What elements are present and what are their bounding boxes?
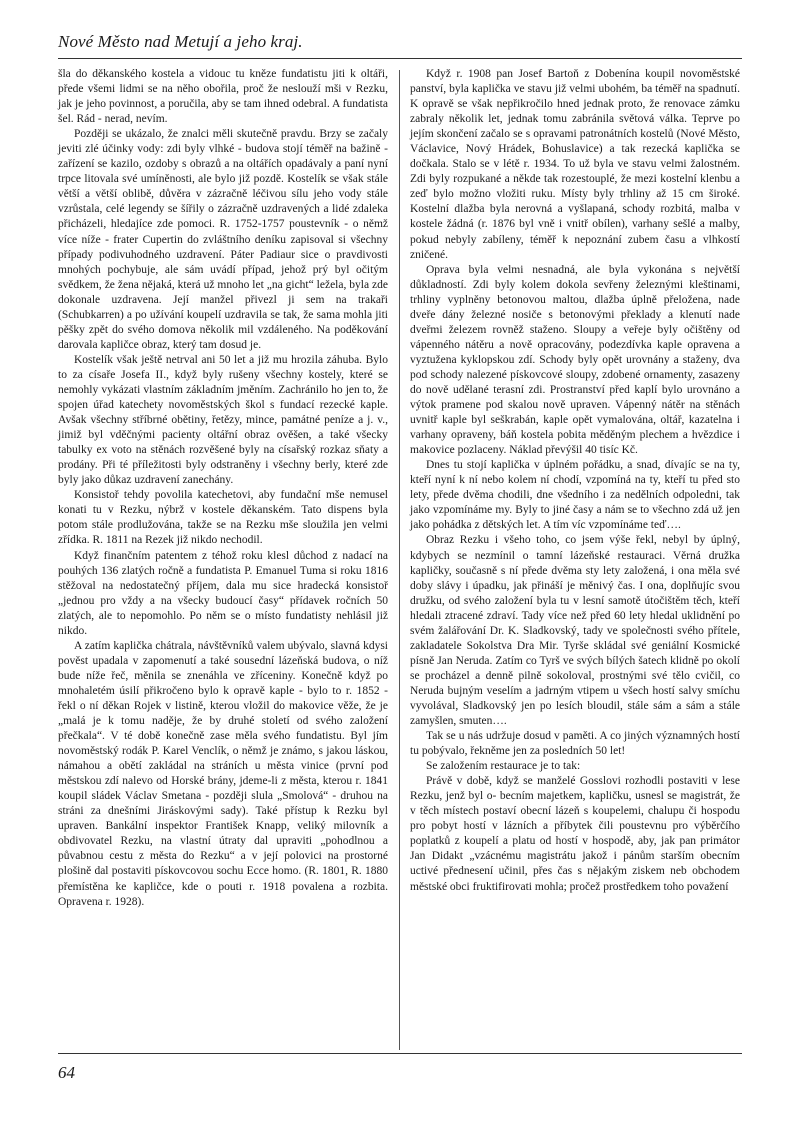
paragraph: Konsistoř tehdy povolila katechetovi, aby fundační mše nemusel konati tu v Rezku, nýbrž v kostele děkanském. Tato dispens byla potom stále prodlužována, takže se na Rezku mše sloužila jen velmi zřídka. R. 1811 na Rezek již nikdo nechodil. xyxy=(58,489,388,547)
paragraph: A zatím kaplička chátrala, návštěvníků valem ubývalo, slavná kdysi pověst upadala v zapomenutí a také sousední lázeňská budova, o níž bude níže řeč, měnila se znenáhla ve zříceniny. Konečně když po mnohaletém úsilí přikročeno bylo k opravě kaple - bylo to r. 1852 - řekl o ní děkan Rojek v listině, kterou vložil do makovice věže, že je „malá je k tomu naděje, že by druhé století od svého založení přečkala“. V té době konečně zase měla svého fundatistu. Byl jím novoměstský rodák P. Karel Venclík, o němž je známo, s jakou láskou, námahou a obětí zakládal na stráních u města vinice (první pod městskou zdí nalevo od Horské brány, jdeme-li z města, kterou r. 1841 koupil sládek Václav Smetana - později slula „Smolová“ - druhou na stráni za dnešními Jiráskovými sady). Také přístup k Rezku byl upraven. Bankální inspektor František Knapp, veliký milovník a obdivovatel Rezku, na vlastní útraty dal upraviti „pohodlnou a půvabnou cestu z města do Rezku“ a v její polovici na prostorné plošině dal postaviti pískovcovou sochu Ecce homo. (R. 1801, R. 1880 přemístěna ke kapličce, kde o pouti r. 1918 povalena a rozbita. Opravena r. 1928). xyxy=(58,639,388,908)
footer-rule xyxy=(58,1053,742,1054)
paragraph: Oprava byla velmi nesnadná, ale byla vykonána s největší důkladností. Zdi byly kolem dokola sevřeny železnými kleštinami, trhliny vyplněny betonovou maltou, dlažba úplně přeložena, nade dveře dány železné nosiče s betonovými překlady a klenutí nade dveřmi železem rovněž staženo. Sloupy a veřeje byly očištěny od vápenného nátěru a nově opracovány, podezdívka kaple opravena a vyztužena kyklopskou zdí. Schody byly opět urovnány a staženy, dva pod schody nalezené pískovcové sloupy, zdobené ornamenty, zasazeny do nově udělané terasní zdi. Prostranství před kaplí bylo urovnáno a výtok pramene pod skalou nově upraven. Vápenný nátěr na stěnách uvnitř kaple byl seškrabán, kaple opět vymalována, oltář, kazatelna i varhany opraveny, báň kostela pobita měděným plechem a hvězdice i makovice pozlaceny. Náklad převýšil 40 tisíc Kč. xyxy=(410,263,740,457)
paragraph: Dnes tu stojí kaplička v úplném pořádku, a snad, dívajíc se na ty, kteří nyní k ní nebo kolem ní chodí, vzpomíná na ty, kteří tu před sto lety, přede dvěma chodili, dne všedního i za nedělních odpoledni, tak jako vzpomínáme my. Byly to jiné časy a nám se to všechno zdá už jen jako pohádka z dětských let. A tím víc vzpomínáme teď…. xyxy=(410,459,740,532)
paragraph: Tak se u nás udržuje dosud v paměti. A co jiných významných hostí tu pobývalo, řekněme jen za posledních 50 let! xyxy=(410,730,740,758)
paragraph: Právě v době, když se manželé Gosslovi rozhodli postaviti v lese Rezku, jenž byl o- becním majetkem, kapličku, usnesl se magistrát, že v těch místech postaví obecní lázeň s koupelemi, chalupu či hospodu pro pobyt hostí v lázních a příbytek čili poustevnu pro výběrčího poplatků z koupelí a platu od hostí v hospodě, aby, jak pan primátor Jan Didakt „vzácnému magistrátu jakož i pánům starším obecním uctivé přednesení učinil, přes čas s nějakým ziskem neb obchodem městské obci fruktifirovati mohla; pročež prostředkem toho považení xyxy=(410,775,740,893)
page-header xyxy=(58,26,742,62)
paragraph: Když r. 1908 pan Josef Bartoň z Dobenína koupil novoměstské panství, byla kaplička ve stavu již velmi ubohém, ba téměř na spadnutí. K opravě se však nepřikročilo hned jednak proto, že renovace zámku zabraly několik let, jednak tomu zabránila světová válka. Teprve po jejím skončení začalo se s opravami patronátních kostelů (Nové Město, Václavice, Nový Hrádek, Bohuslavice) a tak rezecká kaplička se dočkala. Stalo se v létě r. 1934. To už byla ve stavu velmi žalostném. Zdi byly rozpukané a někde tak rozestouplé, že mezi kostelní klenbu a zeď bylo možno vložiti ruku. Místy byly trhliny až 15 cm široké. Kostelní dlažba byla nerovná a vyšlapaná, schody rozbitá, malba v kostele žádná (r. 1876 byl vně i vnitř obílen), varhany sešlé a malby, pokud nebyly zabíleny, téměř k nepoznání zubem času a vlhkostí zničené. xyxy=(410,68,740,261)
running-title: Nové Město nad Metují a jeho kraj. xyxy=(58,32,303,51)
header-rule xyxy=(58,58,742,59)
column-divider xyxy=(399,70,400,1050)
paragraph: Obraz Rezku i všeho toho, co jsem výše řekl, nebyl by úplný, kdybych se nezmínil o tamní lázeňské restauraci. Věrná družka kapličky, současně s ní přede dvěma sty lety založená, i ona měla své doby slávy i úpadku, jak přináší je měnivý čas. I ona, doplňujíc svou družku, od svého založení byla tu v lesní samotě útočištěm těch, kteří hledali ztracené zdraví. Tady více než před 60 lety hledal uklidnění po svém žalářování Dr. K. Sladkovský, tady ve společnosti svého přítele, zakladatele Sokolstva Dra Mir. Tyrše skládal své geniální Kosmické písně Jan Neruda. Zatím co Tyrš ve svých bílých šatech klidně po okolí se procházel a denně pilně sokoloval, prostnými své tělo cvičil, co Neruda bujným veselím a jadrným vtipem u všech hostí salvy smíchu vyvolával, Sladkovský jen po lesích bloudil, stále sám a sám a stále zamyšlen, smuten…. xyxy=(410,534,740,728)
paragraph: Se založením restaurace je to tak: xyxy=(426,760,581,773)
right-column xyxy=(410,67,740,895)
page-number: 64 xyxy=(58,1063,75,1082)
paragraph: Kostelík však ještě netrval ani 50 let a již mu hrozila záhuba. Bylo to za císaře Josefa II., když byly rušeny všechny kostely, které se nemohly vykázati vlastním základním jměním. Zachránilo ho jen to, že spojen úřad katechety novoměstských škol s fundací rezecké kaple. Avšak všechny stříbrné obětiny, řetězy, mince, památné peníze a j. v., jimiž byl vděčnými pacienty oltářní obraz ověšen, a také všecky tabulky ex voto na stěnách rozvěšené byly na císařský rozkaz sňaty a prodány. Při té příležitosti byly odstraněny i všechny berly, které zde byly jako důkaz uzdravení zanechány. xyxy=(58,353,388,487)
paragraph: Později se ukázalo, že znalci měli skutečně pravdu. Brzy se začaly jeviti zlé účinky vody: zdi byly vlhké - budova stojí téměř na bažině - zařízení se kazilo, ozdoby s obrazů a na oltářích opadávaly a paní nyní trpce litovala své umíněnosti, ale bylo již pozdě. Kostelík se však stále větší a větší oblibě, důvěra v zázračně léčivou sílu jeho vody stále vzrůstala, celé legendy se šířily o zázračně uzdravených a lidé zdaleka přicházeli, hledajíce zde pomoci. R. 1752-1757 poustevník - o němž více níže - frater Cupertin do zvláštního deníku zapisoval si všechny případy podivuhodného uzdravení. Páter Padiaur sice o pravdivosti mnohých pochybuje, ale sám uvádí případ, jehož prý byl očitým svědkem, že žena nějaká, která už mnoho let „na gicht“ ležela, byla zde dokonale uzdravena. Její manžel přivezl ji sem na trakaři (Schubkarren) a po užívání koupelí uzdravila se tak, že sama mohla jiti pěšky zpět do svého domova několik mil vzdáleného. Na poděkování darovala kapličce obraz, který tam dosud je. xyxy=(58,128,388,351)
paragraph: Když finančním patentem z téhož roku klesl důchod z nadací na pouhých 136 zlatých ročně a fundatista P. Emanuel Tuma si roku 1816 stěžoval na nedostatečný příjem, dala mu sice hradecká konsistoř „jednou pro vždy a na všecky budoucí časy“ přídavek ročních 50 zlatých, ale to nepomohlo. Po něm se o místo fundatisty nehlásil již nikdo. xyxy=(58,549,388,637)
paragraph: šla do děkanského kostela a vidouc tu kněze fundatistu jiti k oltáři, přede všemi lidmi se na něho obořila, proč že neslouží mši v Rezku, jak je jeho povinnost, a poručila, aby se tam ihned odebral. A fundatista šel. Rád - nerad, nevím. xyxy=(58,68,388,126)
left-column xyxy=(58,67,388,910)
